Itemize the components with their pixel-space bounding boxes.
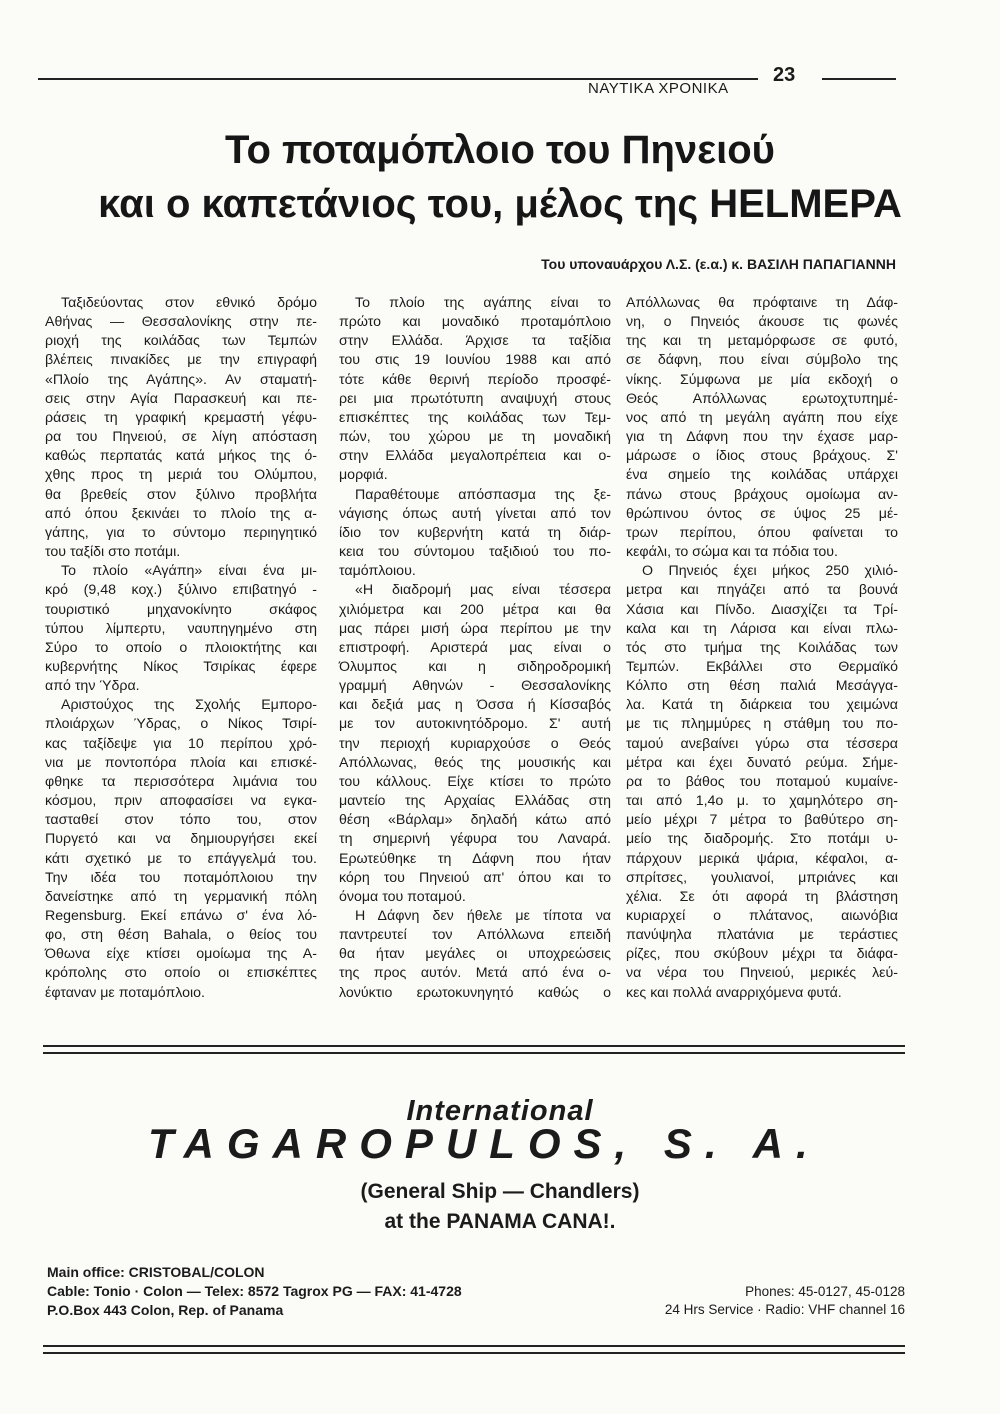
article-text-line: ένα σημείο της κοιλάδας υπάρχει	[626, 467, 898, 484]
article-text-line: νος από τη μεγάλη αγάπη που είχε	[626, 409, 898, 426]
article-text-line: ρα το βάθος του ποταμού κυμαίνε-	[626, 773, 898, 790]
article-text-line: κόρη του Πηνειού απ' όπου και το	[339, 869, 611, 886]
article-text-line: θα βρεθείς στον ξύλινο προβλήτα	[45, 486, 317, 503]
article-text-line: χιλιόμετρα και 200 μέτρα και θα	[339, 601, 611, 618]
article-text-line: από την Ύδρα.	[45, 678, 140, 695]
article-text-line: κόσμου, πριν αποφασίσει να εγκα-	[45, 793, 317, 810]
advert-cable: Cable: Tonio · Colon — Telex: 8572 Tagrox PG — FAX: 41-4728	[47, 1283, 462, 1299]
article-text-line: ταμού ανεβαίνει γύρω στα τέσσερα	[626, 735, 898, 752]
article-text-line: σεις στην Αγία Παρασκευή και πε-	[45, 390, 317, 407]
article-text-line: κυριαρχεί ο πλάτανος, αιωνόβια	[626, 908, 898, 924]
article-text-line: δανείστηκε από τη γερμανική πόλη	[45, 888, 317, 905]
article-text-line: κας ταξίδεψε για 10 περίπου χρό-	[45, 735, 317, 752]
article-text-line: κρόπολης στο οποίο οι επισκέπτες	[45, 965, 317, 982]
article-text-line: νια με ποντοπόρα πλοία και επισκέ-	[45, 754, 317, 771]
article-text-line: να νέρα του Πηνειού, μερικές λεύ-	[626, 965, 898, 982]
article-text-line: μείο της διαδρομής. Στο ποτάμι υ-	[626, 831, 898, 848]
article-text-line: τουριστικό μηχανοκίνητο σκάφος	[45, 601, 317, 618]
article-text-line: κάτι σχετικό με το επάγγελμά του.	[45, 850, 317, 867]
article-text-line: Όθωνα είχε κτίσει ομοίωμα της Α-	[45, 946, 317, 963]
article-text-line: Την ιδέα του ποταμόπλοιου την	[45, 869, 317, 886]
article-text-line: χέλια. Σε ότι αφορά τη βλάστηση	[626, 888, 898, 905]
article-text-line: της και τη μεταμόρφωσε σε φυτό,	[626, 333, 898, 350]
article-text-line: νίκης. Σύμφωνα με μία εκδοχή ο	[626, 371, 898, 388]
article-text-line: σε δάφνη, που είναι σύμβολο της	[626, 352, 898, 369]
article-column-2	[339, 294, 611, 1003]
byline: Του υποναυάρχου Λ.Σ. (ε.α.) κ. ΒΑΣΙΛΗ ΠΑΠΑΓΙΑΝΝΗ	[541, 256, 896, 272]
article-text-line: «Η διαδρομή μας είναι τέσσερα	[355, 582, 611, 599]
article-text-line: από όπου ξεκινάει το πλοίο της α-	[45, 505, 317, 522]
article-text-line: πανύψηλα πλατάνια με τεράστιες	[626, 927, 898, 944]
article-text-line: στην Ελλάδα. Άρχισε τα ταξίδια	[339, 333, 611, 350]
article-text-line: πών, του χώρου με τη μοναδική	[339, 429, 611, 446]
article-text-line: κεια του σύντομου ταξιδιού του πο-	[339, 544, 611, 561]
article-text-line: λονύκτιο ερωτοκυνηγητό καθώς ο	[339, 984, 611, 1001]
article-text-line: τη σημερινή γέφυρα του Λαναρά.	[339, 831, 611, 848]
article-text-line: Πυργετό και να δημιουργήσει εκεί	[45, 831, 317, 848]
article-text-line: Ο Πηνειός έχει μήκος 250 χιλιό-	[642, 563, 898, 580]
article-text-line: τότε κάθε θερινή περίοδο προσφέ-	[339, 371, 611, 388]
article-text-line: ρει μια πρωτότυπη αναψυχή στους	[339, 390, 611, 407]
article-text-line: για τη Δάφνη που την έχασε μαρ-	[626, 429, 898, 446]
article-text-line: θρώπινου όντος σε ύψος 25 μέ-	[626, 505, 898, 522]
article-text-line: με τις πλημμύρες η στάθμη του πο-	[626, 716, 898, 733]
article-text-line: Χάσια και Πίνδο. Διασχίζει τα Τρί-	[626, 601, 898, 618]
article-text-line: καλα και τη Λάρισα και είναι πλω-	[626, 620, 898, 637]
article-text-line: και δεξιά μας η Όσσα ή Κίσσαβός	[339, 697, 611, 714]
article-text-line: Σύρο το οποίο ο πλοιοκτήτης και	[45, 639, 317, 656]
article-text-line: τασταθεί στον τόπο του, στον	[45, 812, 317, 829]
article-text-line: Regensburg. Εκεί επάνω σ' ένα λό-	[45, 908, 317, 924]
header-rule-right	[822, 78, 896, 80]
advert-location: at the PANAMA CANA!.	[384, 1210, 616, 1233]
article-text-line: Όλυμπος και η σιδηροδρομική	[339, 658, 611, 675]
advert-main-office: Main office: CRISTOBAL/COLON	[47, 1264, 265, 1280]
article-text-line: Κόλπο στη θέση παλιά Μεσάγγα-	[626, 678, 898, 695]
article-text-line: Ταξιδεύοντας στον εθνικό δρόμο	[61, 295, 317, 311]
article-text-line: μείο μέχρι 7 μέτρα το βαθύτερο ση-	[626, 812, 898, 829]
article-text-line: κεφάλι, το σώμα και τα πόδια του.	[626, 544, 838, 561]
article-text-line: πάνω στους βράχους ομοίωμα αν-	[626, 486, 898, 503]
article-text-line: πλοιάρχων Ύδρας, ο Νίκος Τσιρί-	[45, 716, 317, 733]
article-column-1	[45, 294, 317, 1003]
advert-top-divider	[43, 1045, 905, 1054]
article-text-line: Αθήνας — Θεσσαλονίκης στην πε-	[45, 314, 317, 331]
article-text-line: με τον αυτοκινητόδρομο. Σ' αυτή	[339, 716, 611, 733]
article-text-line: ριοχή της κοιλάδας των Τεμπών	[45, 333, 317, 350]
article-text-line: τρων περίπου, όπου φαίνεται το	[626, 524, 898, 541]
article-text-line: καθώς περπατάς κατά μήκος της ό-	[45, 448, 317, 465]
article-title-line1: Το ποταμόπλοιο του Πηνειού	[225, 128, 775, 172]
advert-international: International	[406, 1095, 594, 1127]
article-text-line: Θεός Απόλλωνας ερωτοχτυπημέ-	[626, 390, 898, 407]
article-text-line: κες και πολλά αναρριχόμενα φυτά.	[626, 984, 842, 1001]
article-text-line: την περιοχή κυριαρχούσε ο Θεός	[339, 735, 611, 752]
article-text-line: χθης προς τη μεριά του Ολύμπου,	[45, 467, 317, 484]
article-text-line: όνομα του ποταμού.	[339, 888, 466, 905]
article-text-line: έφταναν με ποταμόπλοιο.	[45, 984, 205, 1001]
article-text-line: παντρευτεί τον Απόλλωνα επειδή	[339, 927, 611, 944]
article-text-line: Η Δάφνη δεν ήθελε με τίποτα να	[355, 908, 611, 924]
article-text-line: του στις 19 Ιουνίου 1988 και από	[339, 352, 611, 369]
article-text-line: πάρχουν μερικά ψάρια, κέφαλοι, α-	[626, 850, 898, 867]
article-text-line: επισκέπτες της κοιλάδας των Τεμ-	[339, 409, 611, 426]
article-text-line: μάρωσε ο ίδιος στους βράχους. Σ'	[626, 448, 898, 465]
article-text-line: ίδιο τον κυβερνήτη κατά τη διάρ-	[339, 524, 611, 541]
advert-subtitle: (General Ship — Chandlers)	[360, 1180, 640, 1203]
article-text-line: φθηκε τα περισσότερα λιμάνια του	[45, 773, 317, 790]
article-text-line: γραμμή Αθηνών - Θεσσαλονίκης	[339, 678, 611, 695]
advert-company-name: TAGAROPULOS, S. A.	[148, 1120, 821, 1167]
article-text-line: λα. Κατά τη διάρκεια του χειμώνα	[626, 697, 898, 714]
article-text-line: κρό (9,48 κοχ.) ξύλινο επιβατηγό -	[45, 582, 317, 599]
article-text-line: του κάλλους. Είχε κτίσει το πρώτο	[339, 773, 611, 790]
article-text-line: ράσεις τη γραφική κρεμαστή γέφυ-	[45, 409, 317, 426]
article-text-line: Αριστούχος της Σχολής Εμπορο-	[61, 697, 317, 714]
advert-pobox: P.O.Box 443 Colon, Rep. of Panama	[47, 1302, 284, 1318]
article-text-line: επιστροφή. Αριστερά μας είναι ο	[339, 639, 611, 656]
article-text-line: νάγισης όπως αυτή γίνεται από τον	[339, 505, 611, 522]
page-number: 23	[773, 64, 796, 86]
article-text-line: ταμόπλοιου.	[339, 563, 416, 580]
article-text-line: γάπης, για το σύντομο περιηγητικό	[45, 524, 317, 541]
article-text-line: μαντείο της Αρχαίας Ελλάδας στη	[339, 793, 611, 810]
article-text-line: Απόλλωνας θα πρόφταινε τη Δάφ-	[626, 295, 898, 311]
article-text-line: τύπου λίμπερτυ, ναυπηγημένο στη	[45, 620, 317, 637]
article-text-line: Ερωτεύθηκε τη Δάφνη που ήταν	[339, 850, 611, 867]
article-text-line: πρώτο και μοναδικό προταμόπλοιο	[339, 314, 611, 331]
article-text-line: βλέπεις πινακίδες με την επιγραφή	[45, 352, 317, 369]
article-text-line: Το πλοίο της αγάπης είναι το	[355, 295, 611, 311]
article-text-line: Απόλλωνας, θεός της μουσικής και	[339, 754, 611, 771]
article-text-line: Το πλοίο «Αγάπη» είναι ένα μι-	[61, 563, 317, 580]
article-text-line: ται από 1,4ο μ. το χαμηλότερο ση-	[626, 793, 898, 810]
advert-phones: Phones: 45-0127, 45-0128	[745, 1284, 905, 1299]
advert-service: 24 Hrs Service · Radio: VHF channel 16	[664, 1302, 905, 1317]
article-title-line2: και ο καπετάνιος του, μέλος της HELMEPA	[98, 182, 902, 226]
article-text-line: ρίζες, που σκύβουν μέχρι τα διάφα-	[626, 946, 898, 963]
article-text-line: τός στο τμήμα της Κοιλάδας των	[626, 639, 898, 656]
article-text-line: σπρίτσες, γουλιανοί, μπριάνες και	[626, 869, 898, 886]
article-text-line: στην Ελλάδα μεγαλοπρέπεια και ο-	[339, 448, 611, 465]
article-text-line: νη, ο Πηνειός άκουσε τις φωνές	[626, 314, 898, 331]
article-text-line: θέση «Βάρλαμ» δηλαδή κάτω από	[339, 812, 611, 829]
advert-bottom-divider	[43, 1345, 905, 1354]
magazine-section-title: ΝΑΥΤΙΚΑ ΧΡΟΝΙΚΑ	[588, 80, 729, 97]
article-text-line: κυβερνήτης Νίκος Τσιρίκας έφερε	[45, 658, 317, 675]
article-text-line: «Πλοίο της Αγάπης». Αν σταματή-	[45, 371, 317, 388]
article-text-line: Τεμπών. Εκβάλλει στο Θερμαϊκό	[626, 658, 898, 675]
article-text-line: μέτρα και έχει δυνατό ρεύμα. Σήμε-	[626, 754, 898, 771]
article-text-line: Παραθέτουμε απόσπασμα της ξε-	[355, 486, 611, 503]
article-text-line: μορφιά.	[339, 467, 388, 484]
article-text-line: του ταξίδι στο ποτάμι.	[45, 544, 181, 561]
article-column-3	[626, 294, 898, 1003]
article-text-line: της προς αυτόν. Μετά από ένα ο-	[339, 965, 611, 982]
article-text-line: μας πάρει μισή ώρα περίπου με την	[339, 620, 611, 637]
article-text-line: ρα του Πηνειού, σε λίγη απόσταση	[45, 429, 317, 446]
article-text-line: μετρα και πηγάζει από τα βουνά	[626, 582, 898, 599]
article-text-line: φο, στη θέση Bahala, ο θείος του	[45, 927, 317, 944]
article-text-line: θα ήταν μεγάλες οι υποχρεώσεις	[339, 946, 611, 963]
